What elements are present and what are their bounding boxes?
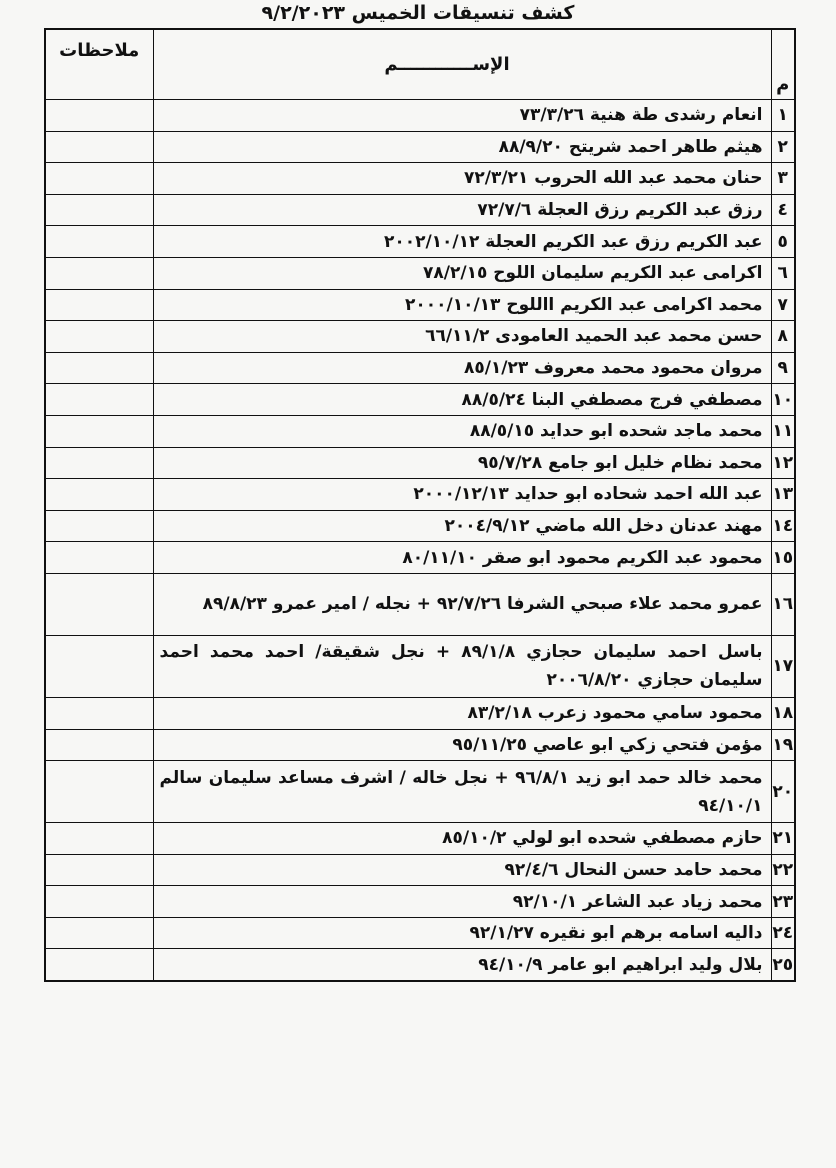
row-notes — [45, 447, 153, 479]
row-name: عبد الله احمد شحاده ابو حدايد ٢٠٠٠/١٢/١٣ — [153, 479, 771, 511]
row-number: ٢٠ — [771, 761, 795, 823]
row-number: ٩ — [771, 352, 795, 384]
row-notes — [45, 542, 153, 574]
row-name: حازم مصطفي شحده ابو لولي ٨٥/١٠/٢ — [153, 823, 771, 855]
table-row — [45, 823, 795, 855]
row-number: ٢ — [771, 131, 795, 163]
row-name: محمد نظام خليل ابو جامع ٩٥/٧/٢٨ — [153, 447, 771, 479]
row-notes — [45, 729, 153, 761]
row-name: داليه اسامه برهم ابو نقيره ٩٢/١/٢٧ — [153, 917, 771, 949]
row-notes — [45, 573, 153, 635]
row-name: محمد حامد حسن النحال ٩٢/٤/٦ — [153, 854, 771, 886]
table-row — [45, 257, 795, 289]
row-name: محمود عبد الكريم محمود ابو صقر ٨٠/١١/١٠ — [153, 542, 771, 574]
row-name: محمد زياد عبد الشاعر ٩٢/١٠/١ — [153, 886, 771, 918]
row-number: ١١ — [771, 415, 795, 447]
row-notes — [45, 384, 153, 416]
row-notes — [45, 854, 153, 886]
row-notes — [45, 289, 153, 321]
row-name: رزق عبد الكريم رزق العجلة ٧٢/٧/٦ — [153, 194, 771, 226]
row-number: ٨ — [771, 321, 795, 353]
table-row — [45, 886, 795, 918]
row-notes — [45, 321, 153, 353]
row-notes — [45, 131, 153, 163]
row-notes — [45, 823, 153, 855]
row-number: ١٧ — [771, 635, 795, 697]
table-row — [45, 479, 795, 511]
row-name: محمود سامي محمود زعرب ٨٣/٢/١٨ — [153, 697, 771, 729]
row-notes — [45, 194, 153, 226]
row-number: ٢٢ — [771, 854, 795, 886]
row-name: حنان محمد عبد الله الحروب ٧٢/٣/٢١ — [153, 163, 771, 195]
names-table — [44, 28, 796, 982]
row-notes — [45, 917, 153, 949]
row-number: ٥ — [771, 226, 795, 258]
table-row — [45, 415, 795, 447]
row-number: ١٢ — [771, 447, 795, 479]
row-number: ١٤ — [771, 510, 795, 542]
row-number: ١٣ — [771, 479, 795, 511]
row-name: باسل احمد سليمان حجازي ٨٩/١/٨ + نجل شقيقة/ احمد محمد احمد سليمان حجازي ٢٠٠٦/٨/٢٠ — [153, 635, 771, 697]
table-row — [45, 352, 795, 384]
row-name: بلال وليد ابراهيم ابو عامر ٩٤/١٠/٩ — [153, 949, 771, 981]
row-notes — [45, 949, 153, 981]
row-name: عبد الكريم رزق عبد الكريم العجلة ٢٠٠٢/١٠/١٢ — [153, 226, 771, 258]
row-name: حسن محمد عبد الحميد العامودى ٦٦/١١/٢ — [153, 321, 771, 353]
table-row — [45, 321, 795, 353]
row-name: عمرو محمد علاء صبحي الشرفا ٩٢/٧/٢٦ + نجله / امير عمرو ٨٩/٨/٢٣ — [153, 573, 771, 635]
row-name: اكرامى عبد الكريم سليمان اللوح ٧٨/٢/١٥ — [153, 257, 771, 289]
row-name: محمد ماجد شحده ابو حدايد ٨٨/٥/١٥ — [153, 415, 771, 447]
row-number: ٢١ — [771, 823, 795, 855]
table-row — [45, 573, 795, 635]
header-notes: ملاحظات — [45, 29, 153, 100]
header-number: م — [771, 29, 795, 100]
row-name: مروان محمود محمد معروف ٨٥/١/٢٣ — [153, 352, 771, 384]
table-row — [45, 949, 795, 981]
table-row — [45, 729, 795, 761]
row-notes — [45, 257, 153, 289]
row-number: ٧ — [771, 289, 795, 321]
row-notes — [45, 100, 153, 132]
row-notes — [45, 479, 153, 511]
table-row — [45, 917, 795, 949]
table-row — [45, 100, 795, 132]
header-name: الإســــــــــــم — [153, 29, 771, 100]
table-row — [45, 163, 795, 195]
row-number: ٦ — [771, 257, 795, 289]
row-number: ١٨ — [771, 697, 795, 729]
page-title: كشف تنسيقات الخميس ٩/٢/٢٠٢٣ — [261, 2, 575, 24]
table-row — [45, 542, 795, 574]
table-row — [45, 635, 795, 697]
row-notes — [45, 415, 153, 447]
row-number: ١٠ — [771, 384, 795, 416]
row-number: ٤ — [771, 194, 795, 226]
table-row — [45, 761, 795, 823]
table-row — [45, 384, 795, 416]
row-notes — [45, 697, 153, 729]
table-row — [45, 289, 795, 321]
row-number: ١٦ — [771, 573, 795, 635]
row-notes — [45, 510, 153, 542]
row-notes — [45, 352, 153, 384]
table-row — [45, 194, 795, 226]
row-name: هيثم طاهر احمد شريتح ٨٨/٩/٢٠ — [153, 131, 771, 163]
row-name: مهند عدنان دخل الله ماضي ٢٠٠٤/٩/١٢ — [153, 510, 771, 542]
table-header-row — [45, 29, 795, 100]
table-row — [45, 447, 795, 479]
table-row — [45, 131, 795, 163]
row-notes — [45, 226, 153, 258]
row-name: مؤمن فتحي زكي ابو عاصي ٩٥/١١/٢٥ — [153, 729, 771, 761]
row-notes — [45, 163, 153, 195]
table-row — [45, 226, 795, 258]
row-name: انعام رشدى طة هنية ٧٣/٣/٢٦ — [153, 100, 771, 132]
row-name: مصطفي فرج مصطفي البنا ٨٨/٥/٢٤ — [153, 384, 771, 416]
row-name: محمد خالد حمد ابو زيد ٩٦/٨/١ + نجل خاله / اشرف مساعد سليمان سالم ٩٤/١٠/١ — [153, 761, 771, 823]
row-number: ١٥ — [771, 542, 795, 574]
row-number: ٢٥ — [771, 949, 795, 981]
row-number: ١٩ — [771, 729, 795, 761]
row-name: محمد اكرامى عبد الكريم االلوح ٢٠٠٠/١٠/١٣ — [153, 289, 771, 321]
row-number: ٢٤ — [771, 917, 795, 949]
row-notes — [45, 886, 153, 918]
row-number: ٣ — [771, 163, 795, 195]
row-number: ٢٣ — [771, 886, 795, 918]
table-row — [45, 697, 795, 729]
row-notes — [45, 635, 153, 697]
table-row — [45, 854, 795, 886]
row-number: ١ — [771, 100, 795, 132]
row-notes — [45, 761, 153, 823]
table-row — [45, 510, 795, 542]
